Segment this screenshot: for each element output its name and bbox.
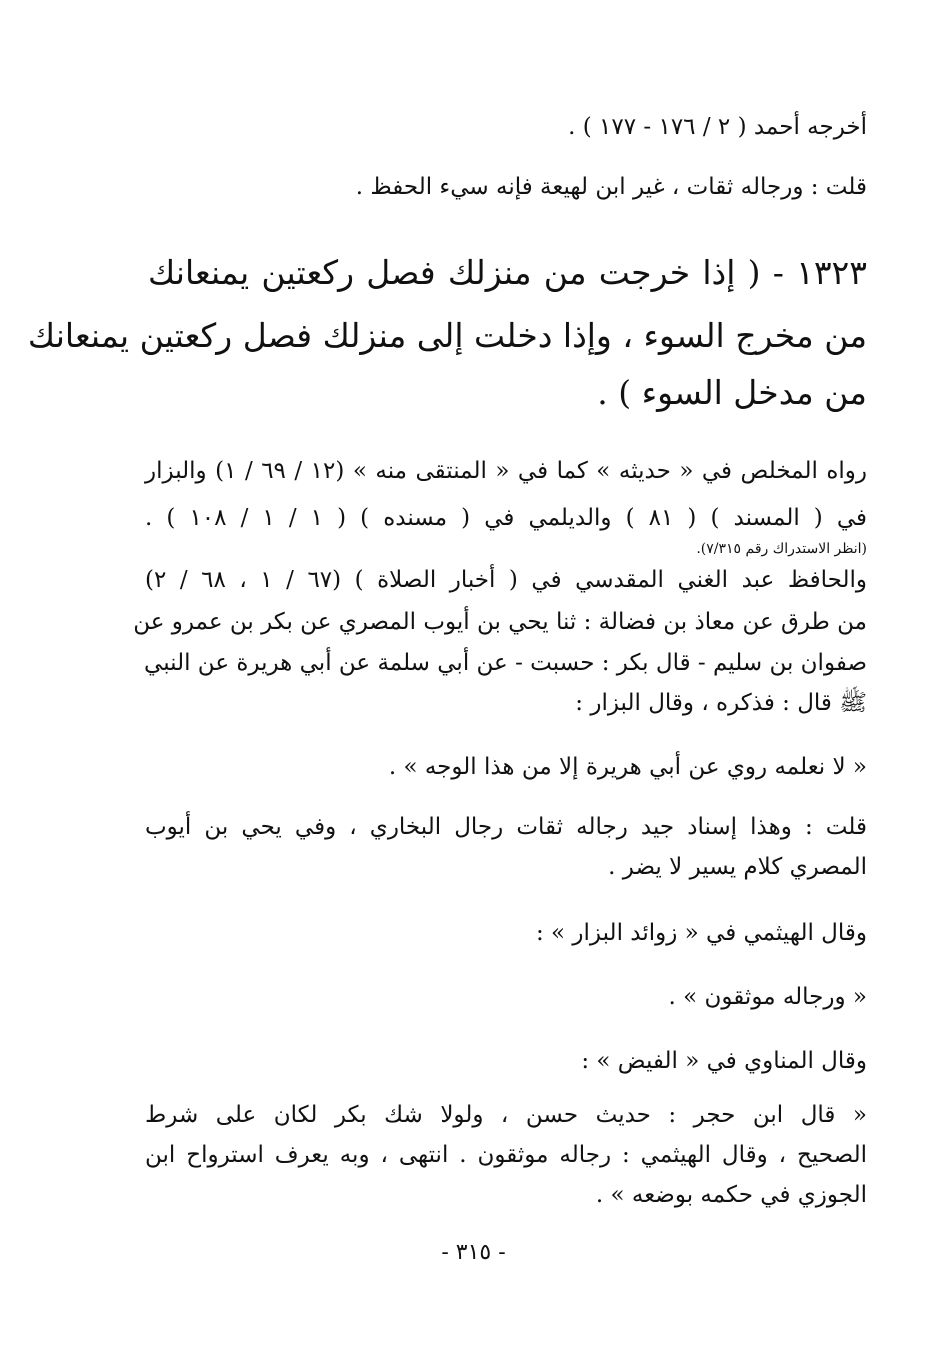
text-line-15: المصري كلام يسير لا يضر . [608,854,867,880]
text-line-17: « ورجاله موثقون » . [668,984,867,1010]
text-line-12: ﷺ قال : فذكره ، وقال البزار : [575,690,867,716]
text-line-20: الصحيح ، وقال الهيثمي : رجاله موثقون . انتهى ، وبه يعرف استرواح ابن [145,1142,867,1168]
text-line-19: « قال ابن حجر : حديث حسن ، ولولا شك بكر لكان على شرط [145,1102,867,1128]
text-line-2: قلت : ورجاله ثقات ، غير ابن لهيعة فإنه سيء الحفظ . [355,174,867,200]
text-line-9: والحافظ عبد الغني المقدسي في ( أخبار الصلاة ) (٦٧ / ١ ، ٦٨ / ٢) [145,567,868,593]
text-line-14: قلت : وهذا إسناد جيد رجاله ثقات رجال البخاري ، وفي يحي بن أيوب [145,814,867,840]
text-line-13: « لا نعلمه روي عن أبي هريرة إلا من هذا الوجه » . [388,754,867,780]
text-line-11: صفوان بن سليم - قال بكر : حسبت - عن أبي سلمة عن أبي هريرة عن النبي [144,650,867,676]
text-line-10: من طرق عن معاذ بن فضالة : ثنا يحي بن أيوب المصري عن بكر بن عمرو عن [133,609,867,635]
text-line-21: الجوزي في حكمه بوضعه » . [595,1182,867,1208]
page-number: - ٣١٥ - [441,1240,506,1265]
text-line-7: في ( المسند ) ( ٨١ ) والديلمي في ( مسنده ) ( ١ / ١ / ١٠٨ ) . [145,505,868,531]
text-line-6: رواه المخلص في « حديثه » كما في « المنتقى منه » (١٢ / ٦٩ / ١) والبزار [145,458,868,484]
margin-note: (انظر الاستدراك رقم ٧/٣١٥). [696,541,867,557]
text-line-16: وقال الهيثمي في « زوائد البزار » : [535,920,867,946]
hadith-line-1: ١٣٢٣ - ( إذا خرجت من منزلك فصل ركعتين يمنعانك [148,253,867,292]
text-line-1: أخرجه أحمد ( ٢ / ١٧٦ - ١٧٧ ) . [568,114,867,140]
text-line-18: وقال المناوي في « الفيض » : [581,1048,867,1074]
hadith-line-2: من مخرج السوء ، وإذا دخلت إلى منزلك فصل ركعتين يمنعانك [27,316,867,355]
hadith-line-3: من مدخل السوء ) . [597,373,867,412]
